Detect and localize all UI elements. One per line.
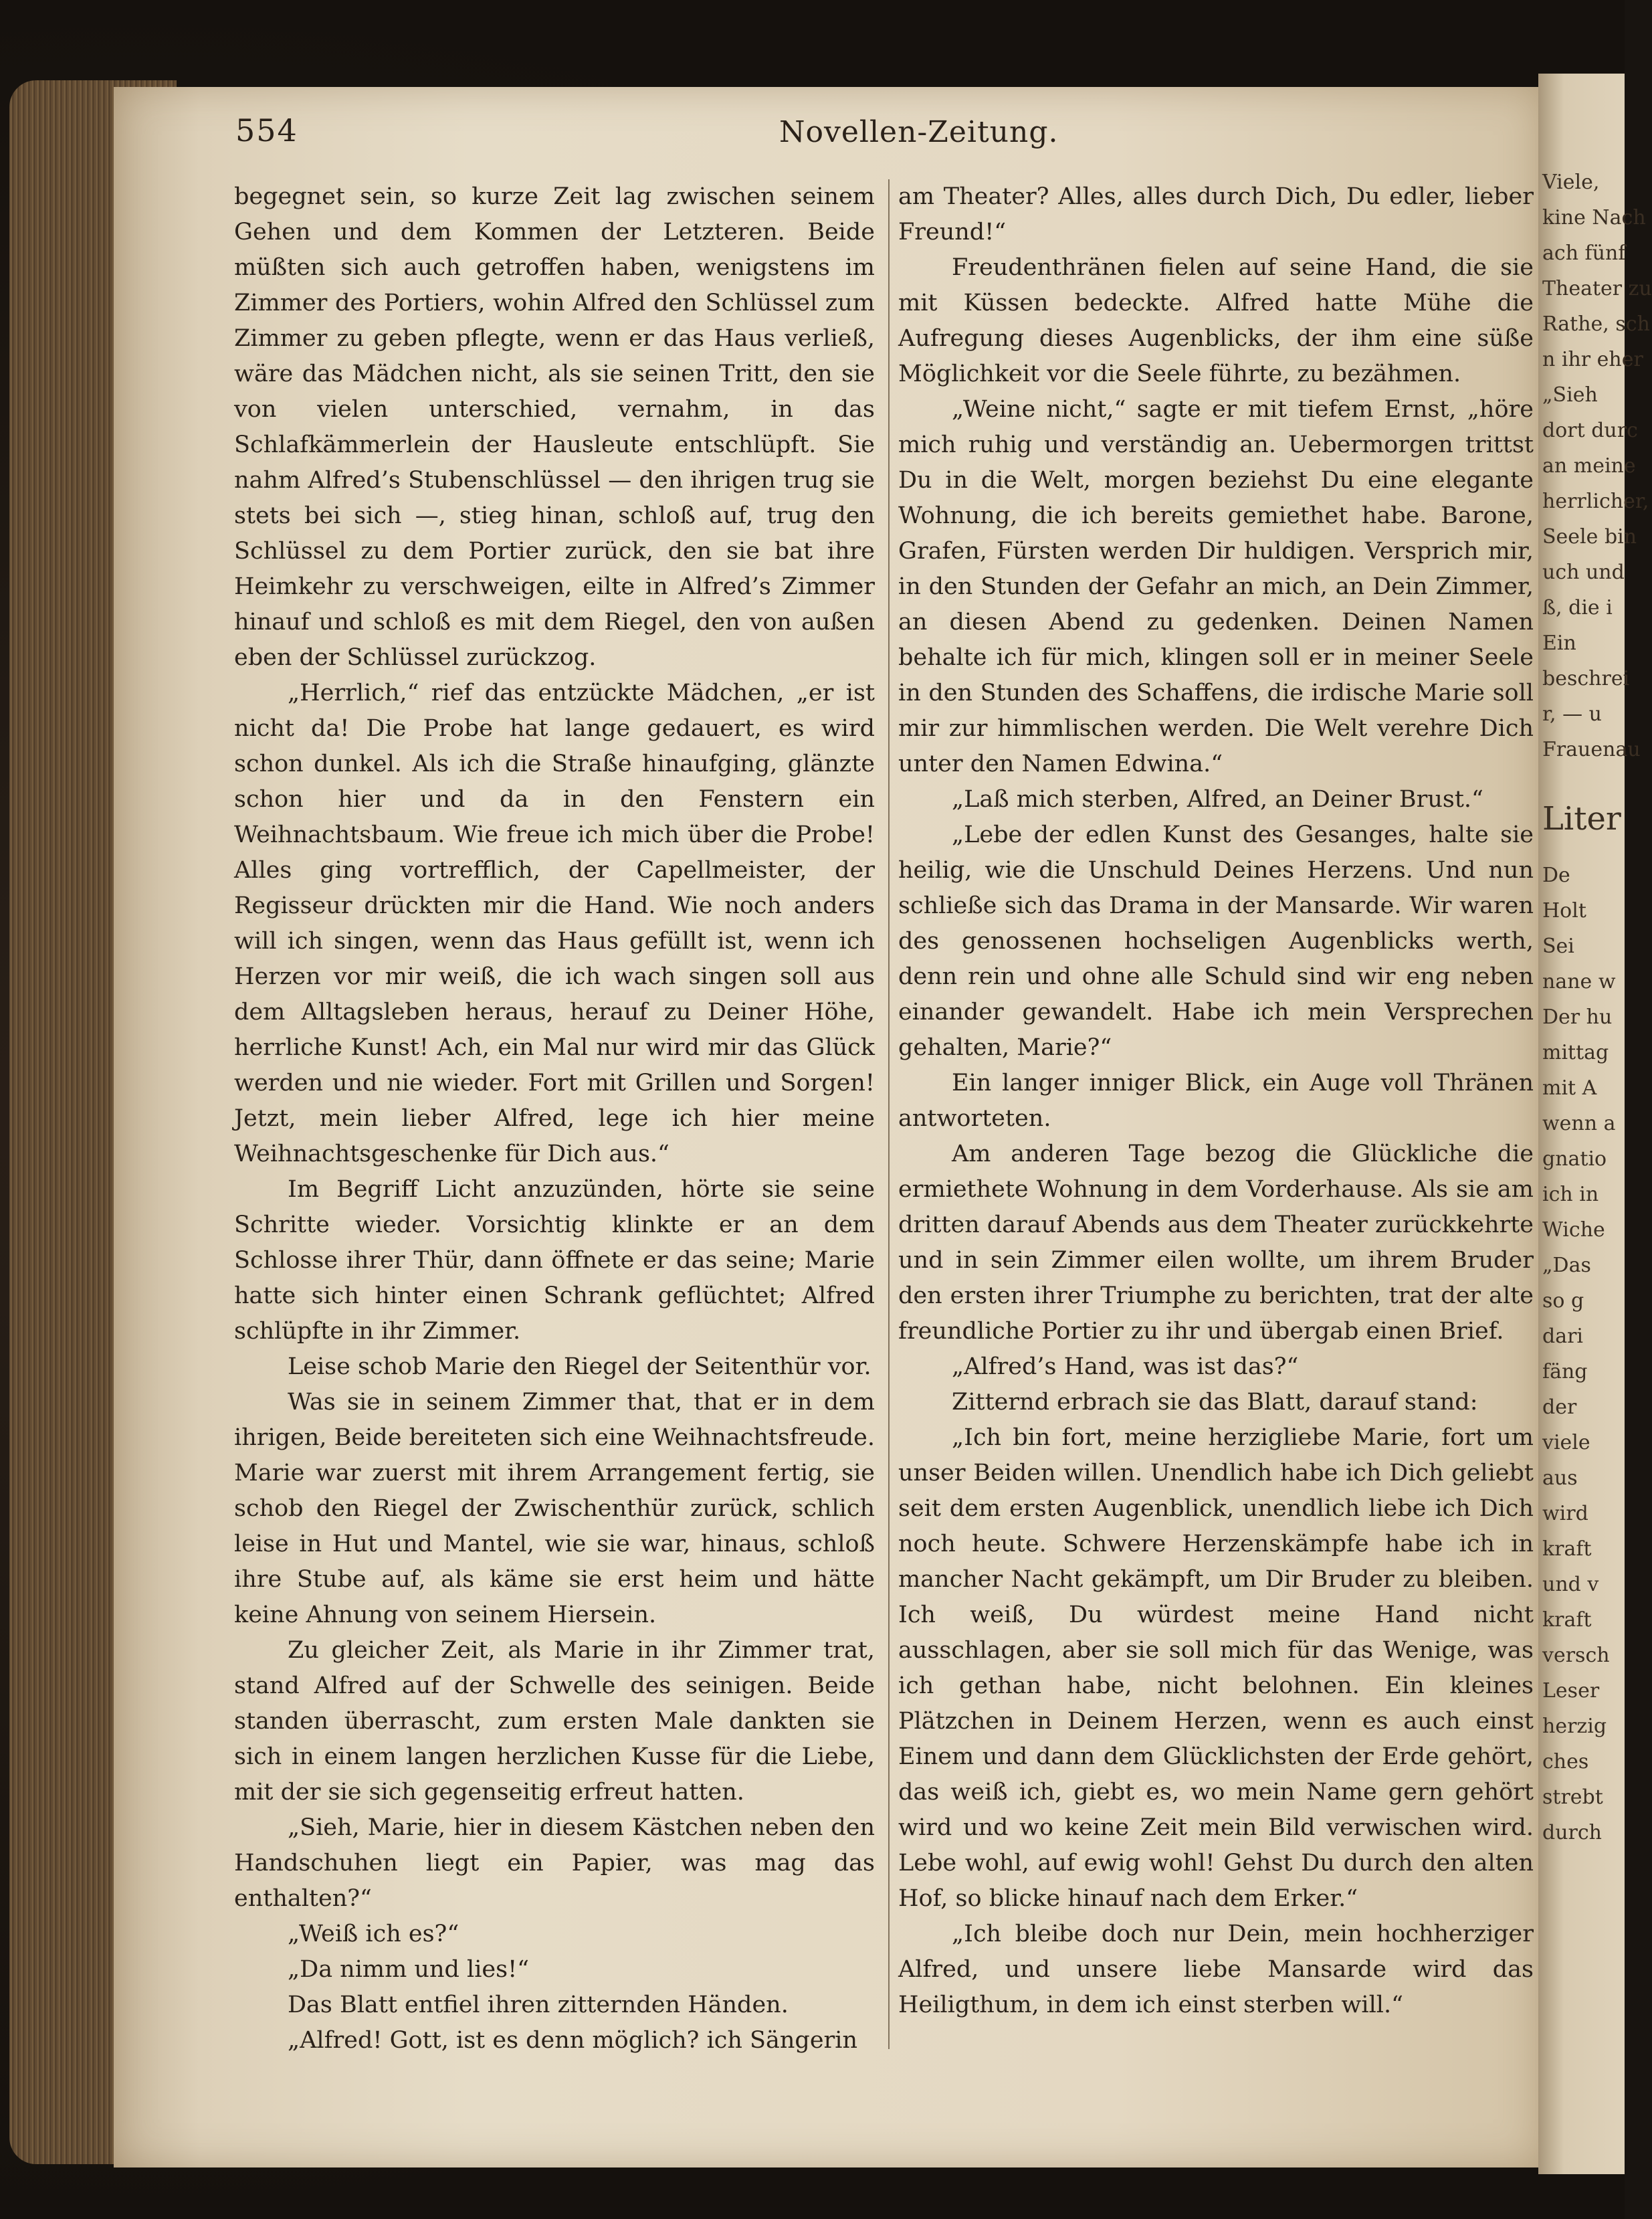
facing-page-fragment: wenn a: [1542, 1112, 1616, 1135]
facing-page-fragment: Holt: [1542, 899, 1586, 923]
facing-page-fragment: Ein: [1542, 632, 1576, 655]
facing-page-fragment: ach fünf: [1542, 242, 1626, 265]
facing-page-fragment: n ihr eher: [1542, 348, 1643, 371]
paragraph: Leise schob Marie den Riegel der Seitenthür vor.: [288, 1353, 871, 1380]
facing-page-fragment: versch: [1542, 1644, 1610, 1667]
facing-page-fragment: „Sieh: [1542, 383, 1598, 407]
paragraph: Am anderen Tage bezog die Glückliche die ermiethete Wohnung in dem Vorderhause. Als sie am dritten darauf Abends aus dem Theater zurückkehrte und in sein Zimmer eilen wollte, um ihrem Bruder den ersten ihrer Triumphe zu berichten, trat der alte freundliche Portier zu ihr und übergab einen Brief.: [898, 1141, 1534, 1345]
facing-page-fragment: De: [1542, 864, 1570, 887]
facing-page-fragment: der: [1542, 1395, 1577, 1419]
paragraph: Das Blatt entfiel ihren zitternden Händen.: [288, 1992, 789, 2018]
paragraph: Zitternd erbrach sie das Blatt, darauf stand:: [952, 1389, 1478, 1416]
paragraph: Zu gleicher Zeit, als Marie in ihr Zimmer trat, stand Alfred auf der Schwelle des seinigen. Beide standen überrascht, zum ersten Male dankten sie sich in einem langen herzlichen Kusse für die Liebe, mit der sie sich gegenseitig erfreut hatten.: [234, 1637, 875, 1806]
left-column: [234, 179, 875, 2058]
paragraph: „Ich bleibe doch nur Dein, mein hochherziger Alfred, und unsere liebe Mansarde wird das Heiligthum, in dem ich einst sterben will.“: [898, 1921, 1534, 2018]
facing-page-fragment: Wiche: [1542, 1218, 1605, 1242]
facing-page-fragment: so g: [1542, 1289, 1584, 1313]
paragraph: „Laß mich sterben, Alfred, an Deiner Brust.“: [952, 786, 1483, 813]
facing-page-fragment: dari: [1542, 1325, 1584, 1348]
column-divider: [888, 179, 890, 2049]
facing-page-fragment: dort durc: [1542, 419, 1638, 442]
facing-page-fragment: Rathe, sch: [1542, 312, 1650, 336]
paragraph: „Sieh, Marie, hier in diesem Kästchen neben den Handschuhen liegt ein Papier, was mag das enthalten?“: [234, 1814, 875, 1912]
facing-page-fragment: Viele,: [1542, 171, 1600, 194]
facing-page-fragment: durch: [1542, 1821, 1602, 1844]
facing-page-fragment: Sei: [1542, 935, 1574, 958]
paragraph: „Herrlich,“ rief das entzückte Mädchen, „er ist nicht da! Die Probe hat lange gedauert, es wird schon dunkel. Als ich die Straße hinaufging, glänzte schon hier und da in den Fenstern ein Weihnachtsbaum. Wie freue ich mich über die Probe! Alles ging vortrefflich, der Capellmeister, der Regisseur drückten mir die Hand. Wie noch anders will ich singen, wenn das Haus gefüllt ist, wenn ich Herzen vor mir weiß, die ich wach singen soll aus dem Alltagsleben heraus, herauf zu Deiner Höhe, herrliche Kunst! Ach, ein Mal nur wird mir das Glück werden und nie wieder. Fort mit Grillen und Sorgen! Jetzt, mein lieber Alfred, lege ich hier meine Weihnachtsgeschenke für Dich aus.“: [234, 680, 875, 1167]
page-number: 554: [235, 112, 298, 149]
facing-page-fragment: kraft: [1542, 1608, 1592, 1632]
facing-page-fragment: ches: [1542, 1750, 1589, 1773]
facing-page-fragment: herrlicher,: [1542, 490, 1649, 513]
right-column: [898, 179, 1534, 2023]
paragraph: Ein langer inniger Blick, ein Auge voll Thränen antworteten.: [898, 1070, 1534, 1132]
paragraph: Freudenthränen fielen auf seine Hand, die sie mit Küssen bedeckte. Alfred hatte Mühe die Aufregung dieses Augenblicks, der ihm eine süße Möglichkeit vor die Seele führte, zu bezähmen.: [898, 254, 1534, 387]
paragraph: „Weine nicht,“ sagte er mit tiefem Ernst, „höre mich ruhig und verständig an. Uebermorgen trittst Du in die Welt, morgen beziehst Du eine elegante Wohnung, die ich bereits gemiethet habe. Barone, Grafen, Fürsten werden Dir huldigen. Versprich mir, in den Stunden der Gefahr an mich, an Dein Zimmer, an diesen Abend zu gedenken. Deinen Namen behalte ich für mich, klingen soll er in meiner Seele in den Stunden des Schaffens, die irdische Marie soll mir zur himmlischen werden. Die Welt verehre Dich unter den Namen Edwina.“: [898, 396, 1534, 777]
running-title: Novellen-Zeitung.: [779, 115, 1059, 149]
facing-page-fragment: nane w: [1542, 970, 1616, 993]
facing-page-fragment: mittag: [1542, 1041, 1609, 1064]
facing-page-fragment: Frauenau: [1542, 738, 1641, 761]
facing-page-fragment: strebt: [1542, 1786, 1603, 1809]
facing-page-fragment: Leser: [1542, 1679, 1600, 1703]
facing-page-fragment: viele: [1542, 1431, 1590, 1454]
facing-page-fragment: ich in: [1542, 1183, 1599, 1206]
facing-page-fragment: Theater zu: [1542, 277, 1652, 300]
facing-page-fragment: gnatio: [1542, 1147, 1607, 1171]
paragraph: begegnet sein, so kurze Zeit lag zwischen seinem Gehen und dem Kommen der Letzteren. Beide müßten sich auch getroffen haben, wenigstens im Zimmer des Portiers, wohin Alfred den Schlüssel zum Zimmer zu geben pflegte, wenn er das Haus verließ, wäre das Mädchen nicht, als sie seinen Tritt, den sie von vielen unterschied, vernahm, in das Schlafkämmerlein der Hausleute entschlüpft. Sie nahm Alfred’s Stubenschlüssel — den ihrigen trug sie stets bei sich —, stieg hinan, schloß auf, trug den Schlüssel zu dem Portier zurück, den sie bat ihre Heimkehr zu verschweigen, eilte in Alfred’s Zimmer hinauf und schloß es mit dem Riegel, den von außen eben der Schlüssel zurückzog.: [234, 183, 875, 671]
facing-page-fragment: „Das: [1542, 1254, 1591, 1277]
facing-page-fragment: beschrei: [1542, 667, 1630, 690]
facing-page-fragment: kraft: [1542, 1537, 1592, 1561]
facing-page-fragment: Liter: [1542, 800, 1621, 838]
facing-page-fragment: wird: [1542, 1502, 1588, 1525]
paragraph: „Da nimm und lies!“: [288, 1956, 530, 1983]
paragraph: „Alfred’s Hand, was ist das?“: [952, 1353, 1299, 1380]
paragraph: „Alfred! Gott, ist es denn möglich? ich Sängerin: [288, 2027, 857, 2054]
facing-page-fragment: Der hu: [1542, 1005, 1613, 1029]
facing-page-fragment: r, — u: [1542, 702, 1602, 726]
facing-page-fragment: kine Nach: [1542, 206, 1646, 229]
facing-page-fragment: an meine: [1542, 454, 1636, 478]
paragraph: Im Begriff Licht anzuzünden, hörte sie seine Schritte wieder. Vorsichtig klinkte er an dem Schlosse ihrer Thür, dann öffnete er das seine; Marie hatte sich hinter einen Schrank geflüchtet; Alfred schlüpfte in ihr Zimmer.: [234, 1176, 875, 1345]
facing-page-fragment: fäng: [1542, 1360, 1588, 1383]
facing-page-fragment: aus: [1542, 1466, 1578, 1490]
facing-page-fragment: uch und: [1542, 561, 1625, 584]
paragraph: „Lebe der edlen Kunst des Gesanges, halte sie heilig, wie die Unschuld Deines Herzens. Und nun schließe sich das Drama in der Mansarde. Wir waren des genossenen hochseligen Augenblicks werth, denn rein und ohne alle Schuld sind wir eng neben einander gewandelt. Habe ich mein Versprechen gehalten, Marie?“: [898, 822, 1534, 1061]
facing-page-edge: [1538, 74, 1652, 2174]
facing-page-fragment: ß, die i: [1542, 596, 1613, 619]
paragraph: Was sie in seinem Zimmer that, that er in dem ihrigen, Beide bereiteten sich eine Weihnachtsfreude. Marie war zuerst mit ihrem Arrangement fertig, sie schob den Riegel der Zwischenthür zurück, schlich leise in Hut und Mantel, wie sie war, hinaus, schloß ihre Stube auf, als käme sie erst heim und hätte keine Ahnung von seinem Hiersein.: [234, 1389, 875, 1628]
facing-page-fragment: mit A: [1542, 1076, 1597, 1100]
facing-page-fragment: und v: [1542, 1573, 1599, 1596]
paragraph: „Weiß ich es?“: [288, 1921, 459, 1947]
paragraph: „Ich bin fort, meine herzigliebe Marie, fort um unser Beiden willen. Unendlich habe ich Dich geliebt seit dem ersten Augenblick, unendlich liebe ich Dich noch heute. Schwere Herzenskämpfe habe ich in mancher Nacht gekämpft, um Dir Bruder zu bleiben. Ich weiß, Du würdest meine Hand nicht ausschlagen, aber sie soll mich für das Wenige, was ich gethan habe, nicht belohnen. Ein kleines Plätzchen in Deinem Herzen, wenn es auch einst Einem und dann dem Glücklichsten der Erde gehört, das weiß ich, giebt es, wo mein Name gern gehört wird und wo keine Zeit mein Bild verwischen wird. Lebe wohl, auf ewig wohl! Gehst Du durch den alten Hof, so blicke hinauf nach dem Erker.“: [898, 1424, 1534, 1912]
facing-page-fragment: herzig: [1542, 1715, 1607, 1738]
facing-page-fragment: Seele bin: [1542, 525, 1637, 549]
paragraph: am Theater? Alles, alles durch Dich, Du edler, lieber Freund!“: [898, 183, 1534, 246]
